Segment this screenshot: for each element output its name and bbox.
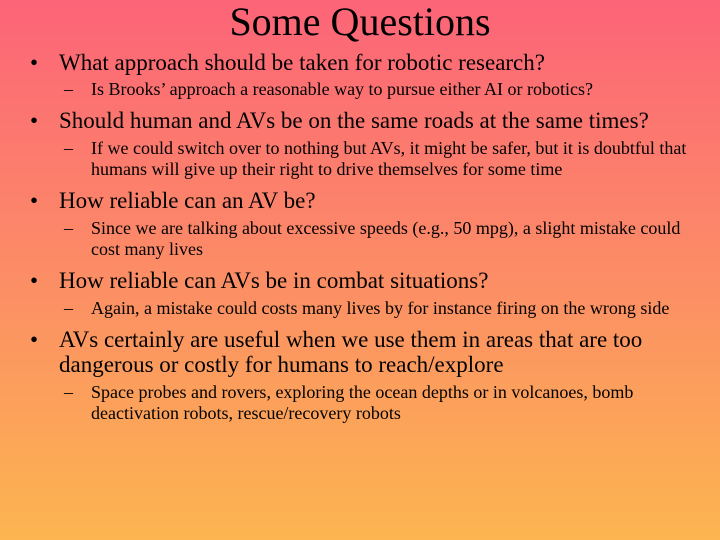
bullet-icon: • — [30, 188, 39, 213]
dash-icon: – — [64, 382, 73, 402]
dash-icon: – — [64, 79, 73, 99]
sub-bullet-text: Since we are talking about excessive speeds (e.g., 50 mpg), a slight mistake could cost many lives — [91, 218, 681, 259]
sub-bullet-text: Again, a mistake could costs many lives by for instance firing on the wrong side — [91, 298, 670, 318]
dash-icon: – — [64, 218, 73, 238]
dash-icon: – — [64, 298, 73, 318]
dash-icon: – — [64, 138, 73, 158]
sub-bullet-item-2 — [64, 138, 691, 180]
sub-bullet-text: Space probes and rovers, exploring the ocean depths or in volcanoes, bomb deactivation robots, rescue/recovery robots — [91, 382, 634, 423]
sub-bullet-item-4 — [64, 298, 691, 319]
bullet-icon: • — [30, 50, 39, 75]
bullet-icon: • — [30, 268, 39, 293]
bullet-item-1 — [30, 50, 679, 75]
bullet-text: Should human and AVs be on the same roads at the same times? — [59, 108, 649, 133]
bullet-text: How reliable can AVs be in combat situations? — [59, 268, 489, 293]
slide-content — [0, 50, 720, 424]
sub-bullet-item-5 — [64, 382, 691, 424]
sub-bullet-item-1 — [64, 79, 691, 100]
sub-bullet-item-3 — [64, 218, 691, 260]
sub-bullet-text: If we could switch over to nothing but AVs, it might be safer, but it is doubtful that humans will give up their right to drive themselves for some time — [91, 138, 687, 179]
bullet-text: AVs certainly are useful when we use them in areas that are too dangerous or costly for humans to reach/explore — [59, 327, 643, 377]
bullet-item-2 — [30, 108, 679, 133]
slide-title: Some Questions — [229, 0, 491, 44]
bullet-text: What approach should be taken for robotic research? — [59, 50, 545, 75]
bullet-item-5 — [30, 327, 679, 377]
bullet-text: How reliable can an AV be? — [59, 188, 316, 213]
bullet-item-4 — [30, 268, 679, 293]
sub-bullet-text: Is Brooks’ approach a reasonable way to pursue either AI or robotics? — [91, 79, 593, 99]
bullet-icon: • — [30, 327, 39, 352]
bullet-icon: • — [30, 108, 39, 133]
bullet-item-3 — [30, 188, 679, 213]
